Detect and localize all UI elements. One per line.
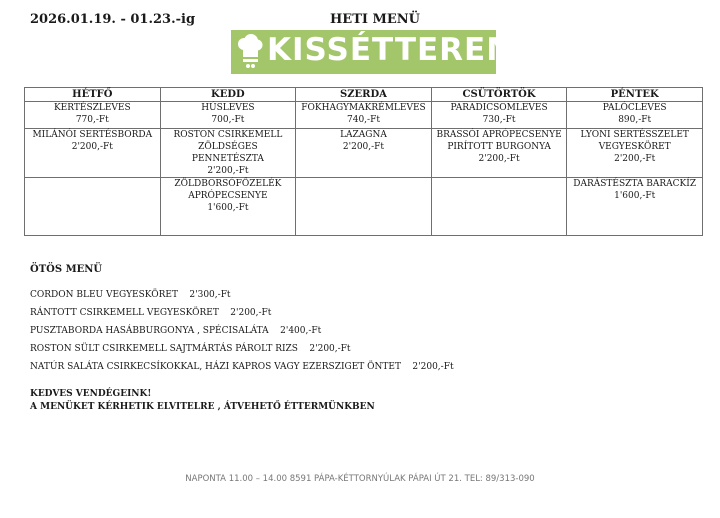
menu-cell — [296, 178, 432, 236]
day-header-wednesday: SZERDA — [296, 88, 432, 102]
menu-cell-line: 730,-Ft — [482, 115, 516, 125]
menu-cell-line: KERTÉSZLEVES — [53, 103, 131, 113]
menu-cell-line: 2'200,-Ft — [478, 154, 520, 164]
menu-title: HETI MENÜ — [330, 12, 420, 27]
menu-cell-line: APRÓPECSENYE — [188, 191, 268, 201]
menu-cell — [567, 129, 703, 178]
menu-cell — [25, 129, 161, 178]
notice — [30, 388, 375, 414]
menu-cell-line: 2'200,-Ft — [207, 166, 249, 176]
menu-cell-line: 770,-Ft — [75, 115, 109, 125]
five-menu-item: PUSZTABORDA HASÁBBURGONYA , SPÉCISALÁTA 2'400,-Ft — [30, 326, 322, 336]
day-header-thursday: CSÜTÖRTÖK — [431, 88, 567, 102]
menu-cell — [160, 102, 296, 129]
menu-cell — [296, 129, 432, 178]
menu-cell-line: ZÖLDBORSÓFŐZELÉK — [174, 179, 282, 189]
menu-cell — [160, 178, 296, 236]
menu-cell-line: 1'600,-Ft — [614, 191, 656, 201]
logo-text: KISSÉTTEREM — [267, 32, 519, 68]
menu-cell-line: 700,-Ft — [211, 115, 245, 125]
five-menu-item: NATÚR SALÁTA CSIRKECSÍKOKKAL, HÁZI KAPROS VAGY EZERSZIGET ÖNTET 2'200,-Ft — [30, 362, 454, 372]
menu-cell-line: 2'200,-Ft — [342, 142, 385, 152]
menu-cell — [160, 129, 296, 178]
five-menu-heading: ÖTÖS MENÜ — [30, 264, 103, 275]
menu-cell-line: FOKHAGYMAKRÉMLEVES — [301, 103, 426, 113]
day-header-friday: PÉNTEK — [567, 88, 703, 102]
menu-cell — [25, 102, 161, 129]
notice-takeaway: A MENÜKET KÉRHETIK ELVITELRE , ÁTVEHETŐ ÉTTERMÜNKBEN — [30, 402, 375, 412]
five-menu-item: RÁNTOTT CSIRKEMELL VEGYESKÖRET 2'200,-Ft — [30, 308, 272, 318]
menu-cell — [296, 102, 432, 129]
menu-cell — [431, 129, 567, 178]
day-header-monday: HÉTFŐ — [25, 88, 161, 102]
menu-cell-line: BRASSÓI APRÓPECSENYE — [436, 130, 562, 140]
menu-cell-line: MILÁNÓI SERTÉSBORDA — [32, 130, 153, 140]
menu-row — [25, 178, 703, 236]
chef-hat-icon — [235, 33, 265, 71]
menu-cell-line: PIRÍTOTT BURGONYA — [447, 142, 551, 152]
menu-row — [25, 102, 703, 129]
footer-info: NAPONTA 11.00 – 14.00 8591 PÁPA-KÉTTORNYÚLAK PÁPAI ÚT 21. TEL: 89/313-090 — [185, 474, 535, 484]
menu-cell — [431, 178, 567, 236]
restaurant-logo — [231, 30, 519, 74]
menu-cell — [567, 102, 703, 129]
menu-cell-line: PARADICSOMLEVES — [450, 103, 548, 113]
menu-cell-line: ZÖLDSÉGES PENNETÉSZTA — [191, 142, 264, 164]
menu-cell-line: 890,-Ft — [618, 115, 652, 125]
five-menu-list — [30, 286, 454, 376]
menu-cell-line: 2'200,-Ft — [614, 154, 656, 164]
menu-cell-line: 740,-Ft — [347, 115, 380, 125]
menu-cell-line: HÚSLEVES — [201, 103, 255, 113]
notice-greeting: KEDVES VENDÉGEINK! — [30, 389, 152, 399]
five-menu-item: CORDON BLEU VEGYESKÖRET 2'300,-Ft — [30, 290, 231, 300]
menu-cell — [431, 102, 567, 129]
menu-cell-line: ROSTON CSIRKEMELL — [173, 130, 283, 140]
menu-cell-line: LAZAGNA — [340, 130, 387, 140]
menu-row — [25, 129, 703, 178]
date-range: 2026.01.19. - 01.23.-ig — [30, 12, 196, 27]
five-menu-item: ROSTON SÜLT CSIRKEMELL SAJTMÁRTÁS PÁROLT RIZS 2'200,-Ft — [30, 344, 351, 354]
menu-cell-line: 2'200,-Ft — [71, 142, 113, 152]
menu-cell-line: DARÁSTÉSZTA BARACKÍZ — [573, 179, 697, 189]
weekly-menu-table — [24, 87, 703, 236]
menu-cell — [25, 178, 161, 236]
day-header-tuesday: KEDD — [160, 88, 296, 102]
menu-cell-line: VEGYESKÖRET — [598, 142, 671, 152]
menu-cell — [567, 178, 703, 236]
day-header-row — [25, 88, 703, 102]
menu-cell-line: 1'600,-Ft — [207, 203, 249, 213]
menu-cell-line: PALÓCLEVES — [602, 103, 667, 113]
menu-cell-line: LYONI SERTÉSSZELET — [580, 130, 689, 140]
